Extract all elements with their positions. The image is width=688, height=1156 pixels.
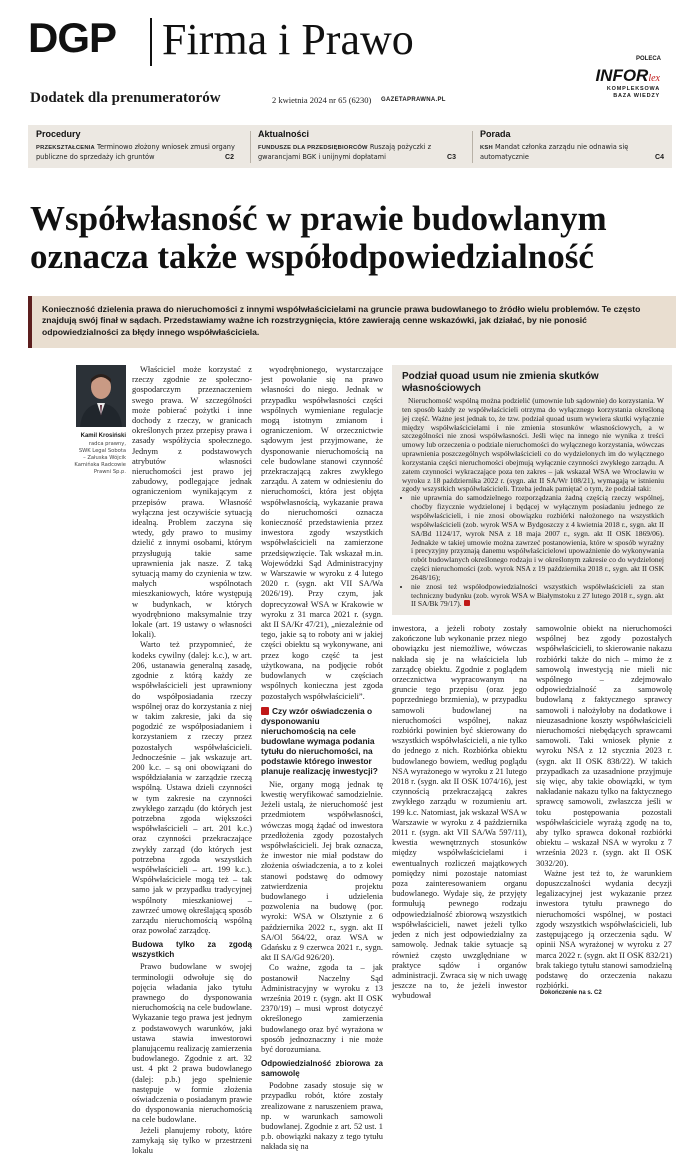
site-label: GAZETAPRAWNA.PL bbox=[381, 97, 446, 103]
author-photo bbox=[76, 365, 126, 427]
article-column-3 bbox=[392, 624, 527, 1001]
infor-wordmark: INFOR bbox=[595, 66, 649, 85]
author-role-line: – Załuska Wójcik bbox=[83, 455, 126, 461]
issue-info: 2 kwietnia 2024 nr 65 (6230) bbox=[272, 95, 372, 105]
article-lead bbox=[28, 296, 676, 348]
list-item-text: nie znosi też współodpowiedzialności wszystkich współwłaścicieli za stan techniczny budynku (zob. wyrok WSA w Białymstoku z 27 lutego 2018 r., sygn. akt II SA/Bk 79/17). bbox=[411, 581, 664, 609]
index-heading: Procedury bbox=[36, 129, 81, 139]
author-role-line: radca prawny, bbox=[88, 441, 126, 447]
index-heading: Aktualności bbox=[258, 129, 310, 139]
continued-note[interactable]: Dokończenie na s. C2 bbox=[540, 990, 602, 996]
paragraph: Prawo budowlane w swojej terminologii odwołuje się do pojęcia władania jako tytułu prawnego do dysponowania nieruchomością na cele budowlane. Wykazanie tego prawa jest jednym z podstawowych warunków, jaki ustawa stawia inwestorowi planującemu realizację zamierzenia budowlanego. Zgodnie z art. 32 ust. 4 pkt 2 prawa budowlanego (dalej: p.b.) jego spełnienie następuje w formie złożenia oświadczenia o posiadanym prawie do dysponowania nieruchomością na cele budowlane. bbox=[132, 962, 252, 1125]
partner-tagline-1: KOMPLEKSOWA bbox=[606, 86, 660, 92]
info-box-title: Podział quoad usum nie zmienia skutków własnościowych bbox=[402, 371, 599, 394]
index-teaser bbox=[36, 143, 241, 162]
index-teaser bbox=[480, 143, 660, 162]
index-text: Terminowo złożony wniosek zmusi organy publiczne do sprzedaży ich gruntów bbox=[36, 143, 235, 161]
lead-text: Konieczność dzielenia prawa do nieruchomości z innymi współwłaścicielami na gruncie prawa budowlanego to źródło wielu problemów. Te często znajdują swój finał w sądach. Przedstawiamy ważne ich rozstrzygnięcia, które zawierają cenne wskazówki, jak działać, by nie ponosić odpowiedzialności za błędy innego współwłaściciela. bbox=[42, 304, 641, 337]
article-headline bbox=[30, 200, 670, 276]
paragraph: Właściciel może korzystać z rzeczy zgodnie ze społeczno-gospodarczym przeznaczeniem swego prawa. W szczególności może pobierać pożytki i inne dochody z rzeczy, w granicach określonych przez przepisy prawa i zasady współżycia społecznego. Jednym z podstawowych atrybutów własności nieruchomości jest prawo jej zabudowy, podlegające jednak ograniczeniom wynikającym z przepisów prawa. Własność wyłączna jest oczywiście sytuacją idealną. Problem zaczyna się wtedy, gdy prawo to musimy dzielić z innymi osobami, którym przysługują takie same uprawnienia jak nasze. Z taką sytuacją mamy do czynienia w tzw. małych wspólnotach mieszkaniowych, które występują w budynkach, w których wyodrębniono maksymalnie trzy lokale (art. 19 ustawy o własności lokali). bbox=[132, 365, 252, 640]
section-title: Firma i Prawo bbox=[162, 15, 414, 64]
contents-bar bbox=[28, 125, 672, 168]
index-text: Ruszają pożyczki z gwarancjami BGK i unijnymi dopłatami bbox=[258, 143, 432, 161]
paragraph: Jeżeli planujemy roboty, które zamykają się tylko w przestrzeni lokalu bbox=[132, 1125, 252, 1156]
author-role-line: SWK Legal Sobota bbox=[78, 448, 126, 454]
index-tag: FUNDUSZE DLA PRZEDSIĘBIORCÓW bbox=[258, 145, 368, 151]
paragraph: Ważne jest też to, że warunkiem dopuszczalności wydania decyzji legalizacyjnej jest wykazanie przez inwestora tytułu prawnego do nieruchomości wspólnej, w postaci zgody wszystkich współwłaścicieli, lub zastępującego ją orzeczenia sądu. W opinii NSA wyrażonej w wyroku z 27 marca 2022 r. (sygn. akt II OSK 832/21) brak takiego tytułu stanowi samodzielną podstawę do orzeczenia nakazu rozbiórki. bbox=[536, 868, 672, 991]
supplement-label: Dodatek dla prenumeratorów bbox=[30, 90, 221, 106]
index-page: C3 bbox=[447, 154, 456, 161]
paragraph: Podobne zasady stosuje się w przypadku robót, które zostały zrealizowane z naruszeniem prawa, np. w warunkach samowoli budowlanej. Zgodnie z art. 52 ust. 1 p.b. obowiązki nakazy z tego tytułu nakłada się na bbox=[261, 1081, 383, 1152]
partner-tagline-2: BAZA WIEDZY bbox=[613, 93, 660, 99]
index-text: Mandat członka zarządu nie odnawia się automatycznie bbox=[480, 143, 629, 161]
article-column-2 bbox=[261, 365, 383, 1152]
dgp-logo: DGP bbox=[28, 14, 117, 61]
subheading: Budowa tylko za zgodą wszystkich bbox=[132, 940, 252, 960]
index-page: C2 bbox=[225, 154, 234, 161]
index-tag: KSH bbox=[480, 145, 493, 151]
author-role bbox=[60, 441, 126, 476]
author-name: Kamil Krosiński bbox=[80, 433, 126, 439]
infor-lex-logo bbox=[588, 66, 660, 100]
paragraph: Nie, organy mogą jednak tę kwestię weryfikować samodzielnie. Jeżeli ustalą, że nieruchomość jest przedmiotem współwłasności, wówczas mogą żądać od inwestora przedłożenia zgody pozostałych współwłaścicieli. Jej brak oznacza, że inwestor nie miał podstaw do złożenia oświadczenia, a to z kolei stanowi podstawę do odmowy zatwierdzenia projektu budowlanego i udzielenia pozwolenia na budowę (por. wyroki: WSA w Olsztynie z 6 października 2022 r., sygn. akt II SA/Ol 564/22, oraz WSA w Gdańsku z 9 czerwca 2021 r., sygn. akt II SA/Gd 926/20). bbox=[261, 779, 383, 963]
subheading: Odpowiedzialność zbiorowa za samowolę bbox=[261, 1059, 383, 1079]
index-tag: PRZEKSZTAŁCENIA bbox=[36, 145, 95, 151]
paragraph: inwestora, a jeżeli roboty zostały zakończone lub wykonanie przez niego obowiązku jest niemożliwe, wówczas nakłada się je na właściciela lub zarządcę obiektu. Zgodnie z poglądem orzecznictwa wypracowanym na gruncie tego przepisu (oraz jego poprzedniego brzmienia), w przypadku samowoli budowlanej na nieruchomości wspólnej, nakaz rozbiórki powinien być skierowany do wszystkich współwłaścicieli, a nie tylko do jednego z nich. Rozbiórka obiektu budowlanego bowiem, według poglądu NSA wyrażonego w wyroku z 21 lutego 2018 r. (sygn. akt II OSK 1074/16), jest czynnością przekraczającą zakres zwykłego zarządu w rozumieniu art. 199 k.c. Natomiast, jak wskazał WSA w Warszawie w wyroku z 4 października 2011 r. (sygn. akt VII SA/Wa 597/11), kwestia wewnętrznych stosunków między współwłaścicielami i ewentualnych rozliczeń majątkowych pomiędzy nimi pozostaje natomiast poza zainteresowaniem organu budowlanego. Wydaje się, że przyjęty formułują pewnego rodzaju odpowiedzialność zbiorową wszystkich współwłaścicieli, nawet jeżeli tylko jeden z nich jest odpowiedzialny za samowolę. Jednak takie sytuacje są również często uwzględniane w praktyce sądów i organów administracji. Zwraca się w nich uwagę jeszcze na to, że jeżeli inwestor wybudował bbox=[392, 624, 527, 1001]
index-heading: Porada bbox=[480, 129, 511, 139]
list-item: • nie uprawnia do samodzielnego rozporządzania żadną częścią rzeczy wspólnej, choćby fizycznie wydzielonej i będącej w wyłącznym posiadaniu jednego ze współwłaścicieli, i nie znosi obowiązku rozbiórki nałożonego na wszystkich współwłaścicieli (zob. wyrok WSA w Bydgoszczy z 4 kwietnia 2018 r., sygn. akt II SA/Bd 1124/17, wyrok NSA z 18 maja 2007 r., sygn. akt II OSK 1869/06). Jednakże w takiej umowie można zawrzeć postanowienia, które w sposób wyraźny i precyzyjny przyznają danemu współwłaścicielowi upoważnienie do wykonywania robót budowlanych określonego rodzaju i w określonym zakresie co do wydzielonej części nieruchomości (zob. wyrok NSA z 19 października 2018 r., sygn. akt II OSK 2648/16); bbox=[411, 494, 664, 582]
headline-line-2: oznacza także współodpowiedzialność bbox=[30, 237, 594, 276]
question-text: Czy wzór oświadczenia o dysponowaniu nieruchomością na cele budowlane wymaga podania tytułu do nieruchomości, na podstawie którego inwestor planuje realizację inwestycji? bbox=[261, 705, 378, 776]
question-block bbox=[261, 706, 383, 776]
index-page: C4 bbox=[655, 154, 664, 161]
paragraph: wyodrębnionego, wystarczające jest powołanie się na prawo własności do niego. Jednak w przypadku współwłasności części wspólnych wymieniane regulacje mogą istotnym zmianom i ograniczeniom. W orzecznictwie sądowym jest przyjmowane, że dysponowanie nieruchomością na cele budowlane stanowi czynność przekraczającą zakres zwykłego zarządu. A zatem w odniesieniu do nieruchomości, która jest objęta współwłasnością, wykazanie prawa do nieruchomości oznacza konieczność przedstawienia przez inwestora zgody wszystkich współwłaścicieli na zamierzone przedsięwzięcie. Tak wskazał m.in. Wojewódzki Sąd Administracyjny w Warszawie w wyroku z 4 lutego 2020 r. (sygn. akt VII SA/Wa 2026/19). Przy czym, jak doprecyzował WSA w Krakowie w wyroku z 31 marca 2021 r. (sygn. akt II SA/Kr 47/21), „niezależnie od tego, jakie są to roboty ani w jakiej części obiektu są wykonywane, ani przez kogo część ta jest użytkowana, na podjęcie robót budowlanych w częściach wspólnych konieczna jest zgoda pozostałych współwłaścicieli”. bbox=[261, 365, 383, 701]
infor-badge-icon bbox=[464, 600, 470, 606]
index-item-aktualnosci[interactable] bbox=[250, 125, 464, 168]
question-marker-icon bbox=[261, 707, 269, 715]
paragraph: samowolnie obiekt na nieruchomości wspólnej bez zgody pozostałych współwłaścicieli, to skierowanie nakazu rozbiórki także do nich – mimo że z samowolą inwestycją nie mieli nic wspólnego – zdejmowało odpowiedzialność za samowolę budowlaną z faktycznego sprawcy samowoli i nałożyłoby na dodatkowe i nieuzasadnione koszty współwłaścicieli nieruchomości niebędących sprawcami samowoli. Taki wniosek płynie z wyroku NSA z 12 stycznia 2023 r. (sygn. akt II OSK 838/22). W takich przypadkach za uzasadnione przyjmuje się więc, aby takie obowiązki, w tym nakładanie nakazu tylko na faktycznego sprawcę samowoli, zwłaszcza jeśli w toku postępowania pozostali współwłaściciele wyrażą zgodę na to, aby tylko sprawca dokonał rozbiórki obiektu – wskazał NSA w wyroku z 7 września 2023 r. (sygn. akt II OSK 3032/20). bbox=[536, 624, 672, 868]
list-item bbox=[411, 583, 664, 610]
partner-label: POLECA bbox=[636, 56, 662, 62]
headline-line-1: Współwłasność w prawie budowlanym bbox=[30, 199, 607, 238]
paragraph: Warto też przypomnieć, że kodeks cywilny (dalej: k.c.), w art. 206, ustanawia generalną zasadę, zgodnie z którą każdy ze współwłaścicieli jest uprawniony do współposiadania rzeczy wspólnej oraz do korzystania z niej w takim zakresie, jaki da się pogodzić ze współposiadaniem i korzystaniem z rzeczy przez pozostałych współwłaścicieli. Jednocześnie – jak wskazuje art. 200 k.c. – są oni obowiązani do współdziałania w zarządzie rzeczą wspólną. Ustawa dzieli czynności w tym zakresie na czynności zwykłego zarządu (do których jest potrzebna zgoda większości współwłaścicieli – art. 201 k.c.) oraz czynności przekraczające zwykły zarząd (do których jest potrzebna zgoda wszystkich współwłaścicieli – art. 199 k.c.). Współwłaściciele mogą też – tak samo jak w przypadku tradycyjnej wspólnoty mieszkaniowej – zawrzeć umowę określającą sposób zarządu nieruchomością wspólną oraz powołać zarządcę. bbox=[132, 640, 252, 936]
info-box-body bbox=[402, 397, 664, 609]
article-column-4 bbox=[536, 624, 672, 991]
info-box bbox=[392, 365, 672, 615]
index-teaser bbox=[258, 143, 463, 162]
index-item-procedury[interactable] bbox=[28, 125, 242, 168]
paragraph: Nieruchomość wspólną można podzielić (umownie lub sądownie) do korzystania. W ten sposób każdy ze współwłaścicieli otrzyma do wyłącznego korzystania określoną jej część. Ważne jest jednak to, że tzw. podział quoad usum wywiera skutki wyłącznie między współwłaścicielami i nie zmienia stosunków własnościowych, a w szczególności nie znosi współwłasności. Jeśli więc na innego nie wynika z treści umowy lub orzeczenia o podziale nieruchomości do wyłącznego korzystania, wówczas uprawnienia poszczególnych współwłaścicieli co do wydzielonych im do wyłącznego korzystania części nieruchomości obejmują wyłącznie czynności zwykłego zarządu. A zatem czynności wykraczające poza ten zakres – jak wskazał WSA we Wrocławiu w wyroku z 18 października 2022 r. (sygn. akt II SA/Wr 108/21), wymagają w istnieniu zgody wszystkich współwłaścicieli. Trzeba jednak pamiętać o tym, że podział taki: bbox=[402, 396, 664, 494]
paragraph: Co ważne, zgoda ta – jak postanowił Naczelny Sąd Administracyjny w wyroku z 13 września 2019 r. (sygn. akt II OSK 2370/19) – musi wprost dotyczyć określonego zamierzenia budowlanego oraz być wyrażona w sposób jednoznaczny i nie może być dorozumiana. bbox=[261, 963, 383, 1054]
article-column-1 bbox=[132, 365, 252, 1156]
author-role-line: Kamińska Radcowie Prawni Sp.p. bbox=[74, 462, 126, 475]
masthead-divider bbox=[150, 18, 152, 66]
infor-lex-suffix: lex bbox=[648, 73, 660, 84]
index-item-porada[interactable] bbox=[472, 125, 672, 168]
